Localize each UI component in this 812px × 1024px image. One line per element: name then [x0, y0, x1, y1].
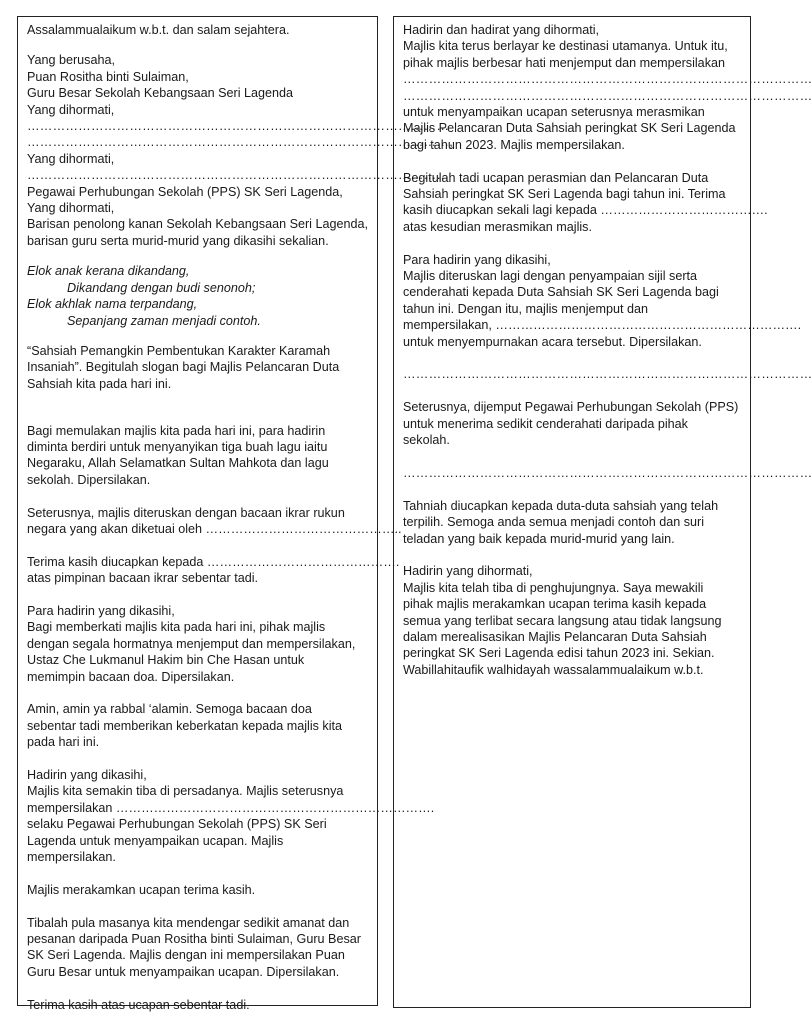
text-line: Tahniah diucapkan kepada duta-duta sahsiah yang telah: [403, 498, 719, 513]
text-line: Amin, amin ya rabbal ‘alamin. Semoga bacaan doa: [27, 702, 312, 717]
certificate-paragraph: [403, 252, 802, 350]
blank-fill-line: ………………………………………………………………………………………: [27, 119, 450, 134]
post-officiating-paragraph: [403, 170, 768, 236]
salutation-paragraph: [27, 52, 453, 249]
text-line: Hadirin dan hadirat yang dihormati,: [403, 23, 600, 37]
text-line: Seterusnya, dijemput Pegawai Perhubungan Sekolah (PPS): [403, 400, 739, 415]
text-line: cenderahati kepada Duta Sahsiah SK Seri Lagenda bagi: [403, 285, 719, 300]
text-line: pesanan daripada Puan Rositha binti Sulaiman, Guru Besar: [27, 932, 361, 946]
text-line: Seterusnya, majlis diteruskan dengan bacaan ikrar rukun: [27, 505, 345, 520]
text-line: Majlis diteruskan lagi dengan penyampaian sijil serta: [403, 269, 698, 284]
pantun-verse: [27, 263, 368, 329]
rukun-negara-paragraph: [27, 505, 402, 538]
text-line: negara yang akan diketuai oleh ………………………………………..: [27, 521, 402, 536]
text-line: selaku Pegawai Perhubungan Sekolah (PPS) SK Seri: [27, 817, 327, 832]
text-line: Sahsiah kita pada hari ini.: [27, 376, 172, 391]
thanks-ikrar-paragraph: [27, 554, 400, 587]
text-line: diminta berdiri untuk menyanyikan tiga buah lagu iaitu: [27, 439, 328, 454]
headmaster-speech-paragraph: [27, 915, 368, 981]
text-line: untuk menyempurnakan acara tersebut. Dipersilakan.: [403, 334, 702, 349]
pps-souvenir-paragraph: [403, 399, 741, 448]
text-line: Majlis kita semakin tiba di persadanya. Majlis seterusnya: [27, 784, 344, 799]
text-line: Barisan penolong kanan Sekolah Kebangsaan Seri Lagenda,: [27, 217, 368, 232]
text-line: Negaraku, Allah Selamatkan Sultan Mahkota dan lagu: [27, 456, 329, 471]
text-line: Terima kasih diucapkan kepada ……………………………………….: [27, 554, 400, 569]
text-line: pihak majlis merakamkan ucapan terima kasih kepada: [403, 597, 707, 612]
text-line: untuk menerima sedikit cenderahati daripada pihak: [403, 416, 688, 431]
text-line: SK Seri Lagenda. Majlis dengan ini mempersilakan Puan: [27, 948, 345, 963]
text-line: Assalammualaikum w.b.t. dan salam sejahtera.: [27, 23, 290, 37]
right-column: [393, 16, 812, 1008]
text-line: Para hadirin yang dikasihi,: [27, 603, 175, 618]
slogan-paragraph: [27, 343, 368, 392]
text-line: mempersilakan, ……………………………………………………………….: [403, 318, 802, 333]
text-line: Hadirin yang dikasihi,: [27, 767, 147, 782]
text-line: atas kesudian merasmikan majlis.: [403, 219, 592, 234]
text-line: Bagi memberkati majlis kita pada hari ini, pihak majlis: [27, 620, 326, 635]
doa-paragraph: [27, 603, 368, 685]
text-line: “Sahsiah Pemangkin Pembentukan Karakter Karamah: [27, 343, 331, 358]
blank-fill-line: ……………………………………………………………………………………: [403, 88, 812, 103]
text-line: Puan Rositha binti Sulaiman,: [27, 69, 189, 84]
text-line: atas pimpinan bacaan ikrar sebentar tadi.: [27, 571, 259, 586]
text-line: sebentar tadi memberikan keberkatan kepada majlis kita: [27, 718, 343, 733]
text-line: Majlis Pelancaran Duta Sahsiah peringkat SK Seri Lagenda: [403, 121, 736, 136]
text-line: Guru Besar untuk menyampaikan ucapan. Dipersilakan.: [27, 964, 340, 979]
text-line: untuk menyampaikan ucapan seterusnya merasmikan: [403, 105, 705, 120]
congratulations-paragraph: [403, 498, 741, 547]
text-line: teladan yang baik kepada murid-murid yang lain.: [403, 531, 675, 546]
pantun-line: Elok akhlak nama terpandang,: [27, 297, 198, 312]
text-line: Majlis merakamkan ucapan terima kasih.: [27, 882, 256, 897]
closing-paragraph: [403, 563, 741, 678]
pantun-line: Dikandang dengan budi senonoh;: [67, 280, 256, 295]
closing-thanks-paragraph: [27, 997, 368, 1013]
text-line: terpilih. Semoga anda semua menjadi contoh dan suri: [403, 515, 705, 530]
text-line: Yang dihormati,: [27, 102, 115, 117]
left-column: [17, 16, 453, 1012]
text-line: Insaniah”. Begitulah slogan bagi Majlis Pelancaran Duta: [27, 360, 340, 375]
text-line: dengan segala hormatnya menjemput dan mempersilakan,: [27, 636, 356, 651]
text-line: dalam merealisasikan Majlis Pelancaran Duta Sahsiah: [403, 629, 707, 644]
blank-fill-line: ……………………………………………………………………………………: [403, 367, 812, 382]
text-line: Ustaz Che Lukmanul Hakim bin Che Hasan untuk: [27, 653, 305, 668]
text-line: bagi tahun 2023. Majlis mempersilakan.: [403, 137, 625, 152]
blank-fill-line: ……………………………………………………………………………………: [403, 465, 812, 480]
text-line: Pegawai Perhubungan Sekolah (PPS) SK Seri Lagenda,: [27, 184, 343, 199]
text-line: barisan guru serta murid-murid yang dikasihi sekalian.: [27, 233, 329, 248]
text-line: sekolah. Dipersilakan.: [27, 472, 151, 487]
text-line: Hadirin yang dihormati,: [403, 564, 533, 579]
text-line: peringkat SK Seri Lagenda edisi tahun 2023 ini. Sekian.: [403, 646, 715, 661]
amin-paragraph: [27, 701, 368, 750]
text-line: Guru Besar Sekolah Kebangsaan Seri Lagenda: [27, 86, 294, 101]
text-line: Begitulah tadi ucapan perasmian dan Pelancaran Duta: [403, 170, 709, 185]
text-line: Yang berusaha,: [27, 53, 115, 68]
blank-fill-line: ……………………………………………………………………………………: [403, 72, 812, 87]
text-line: Majlis kita terus berlayar ke destinasi utamanya. Untuk itu,: [403, 39, 728, 54]
text-line: Bagi memulakan majlis kita pada hari ini, para hadirin: [27, 423, 326, 438]
text-line: mempersilakan ………………………………………………………………….: [27, 800, 435, 815]
text-line: memimpin bacaan doa. Dipersilakan.: [27, 669, 235, 684]
text-line: Sahsiah peringkat SK Seri Lagenda bagi tahun ini. Terima: [403, 187, 726, 202]
text-line: Lagenda untuk menyampaikan ucapan. Majlis: [27, 833, 284, 848]
blank-fill-line: ………………………………………………………………………………………: [27, 168, 450, 183]
text-line: Terima kasih atas ucapan sebentar tadi.: [27, 997, 250, 1012]
text-line: Majlis kita telah tiba di penghujungnya. Saya mewakili: [403, 580, 704, 595]
text-line: Tibalah pula masanya kita mendengar sedikit amanat dan: [27, 915, 350, 930]
text-line: semua yang terlibat secara langsung atau tidak langsung: [403, 613, 722, 628]
pps-speech-paragraph: [27, 767, 435, 865]
text-line: sekolah.: [403, 433, 450, 448]
blank-fill-line: ………………………………………………………………………………………,: [27, 135, 453, 150]
text-line: tahun ini. Dengan itu, majlis menjemput dan: [403, 301, 649, 316]
text-line: pihak majlis berbesar hati menjemput dan mempersilakan: [403, 55, 725, 70]
thanks-paragraph: [27, 882, 368, 898]
text-line: Yang dihormati,: [27, 151, 115, 166]
text-line: Para hadirin yang dikasihi,: [403, 252, 551, 267]
text-line: Yang dihormati,: [27, 201, 115, 216]
pantun-line: Sepanjang zaman menjadi contoh.: [67, 313, 261, 328]
officiating-invite-paragraph: [403, 22, 812, 153]
text-line: mempersilakan.: [27, 850, 116, 864]
text-line: kasih diucapkan sekali lagi kepada ………………………………….: [403, 203, 768, 218]
pantun-line: Elok anak kerana dikandang,: [27, 264, 190, 279]
text-line: pada hari ini.: [27, 735, 100, 750]
text-line: Wabillahitaufik walhidayah wassalammualaikum w.b.t.: [403, 662, 704, 677]
anthem-paragraph: [27, 423, 368, 489]
greeting-paragraph: [27, 22, 368, 38]
